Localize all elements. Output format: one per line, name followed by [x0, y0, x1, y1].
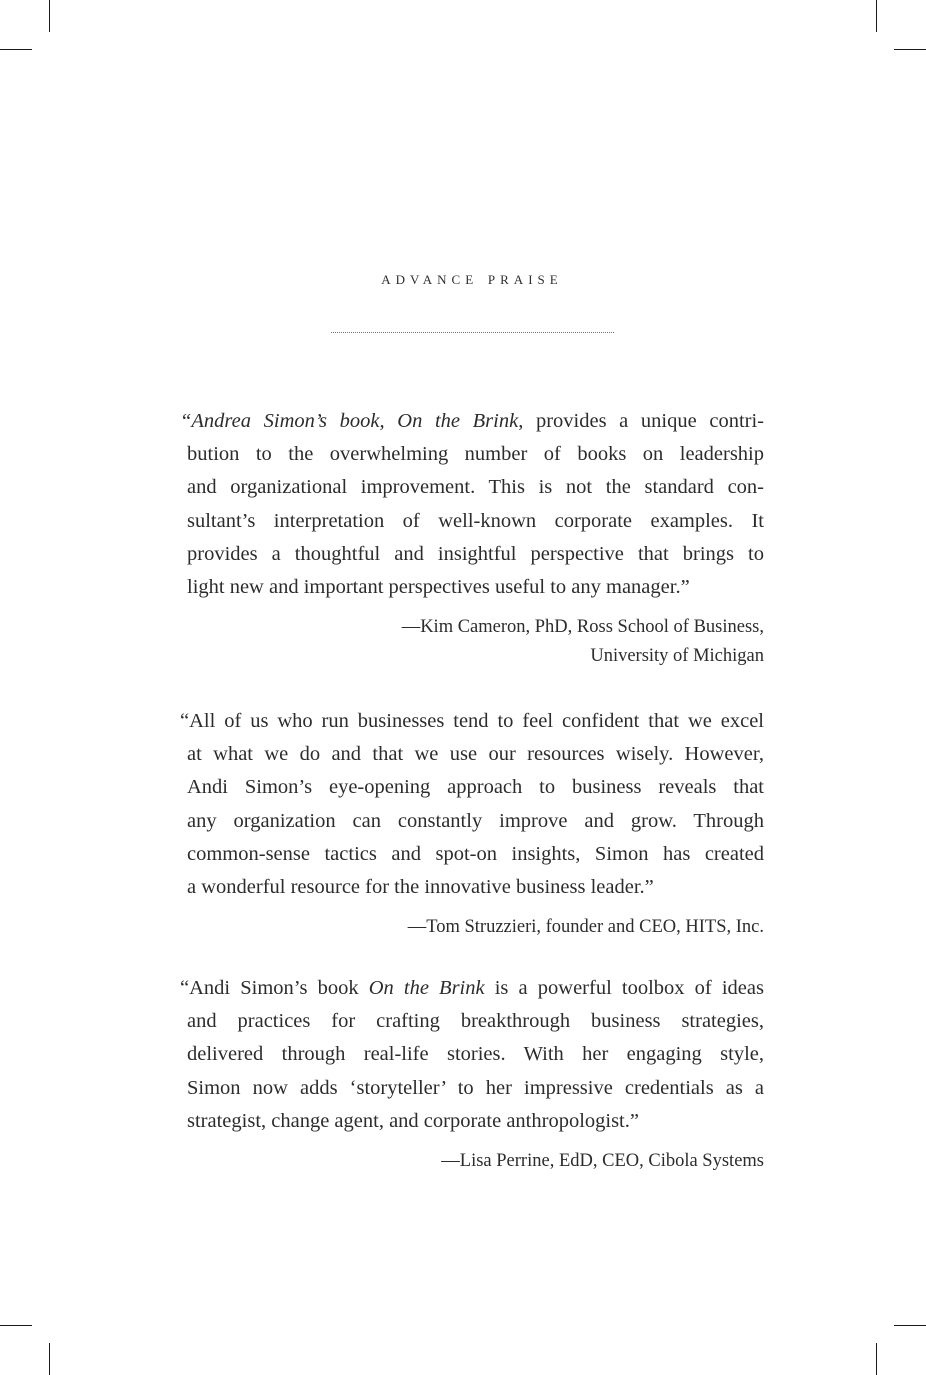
quote-line: bution to the overwhelming number of books on leadership [187, 443, 764, 466]
quote-line: “Andrea Simon’s book, On the Brink, provides a unique contri- [180, 410, 764, 432]
quote-line: sultant’s interpretation of well-known corporate examples. It [187, 509, 764, 532]
crop-mark-bottom-left-horizontal [0, 1325, 32, 1326]
quote-line: Andi Simon’s eye-opening approach to business reveals that [187, 776, 764, 799]
crop-mark-bottom-right-horizontal [894, 1325, 926, 1326]
praise-attribution-1 [402, 613, 764, 671]
quote-line: provides a thoughtful and insightful perspective that brings to [187, 542, 764, 565]
quote-line: common-sense tactics and spot-on insights, Simon has created [187, 842, 764, 865]
praise-quote-1 [180, 405, 764, 604]
attribution-line: —Lisa Perrine, EdD, CEO, Cibola Systems [441, 1151, 764, 1171]
quote-line: Simon now adds ‘storyteller’ to her impressive credentials as a [187, 1076, 764, 1099]
praise-quote-3 [180, 972, 764, 1138]
crop-mark-bottom-right-vertical [876, 1343, 877, 1375]
attribution-line: —Kim Cameron, PhD, Ross School of Business, [401, 617, 764, 637]
praise-attribution-2 [408, 913, 764, 942]
crop-mark-top-right-vertical [876, 0, 877, 32]
quote-line: “Andi Simon’s book On the Brink is a powerful toolbox of ideas [180, 977, 764, 999]
praise-quote-2 [180, 705, 764, 904]
quote-line: and organizational improvement. This is not the standard con- [187, 476, 764, 499]
praise-attribution-3 [441, 1147, 764, 1176]
crop-mark-top-right-horizontal [894, 49, 926, 50]
attribution-line: —Tom Struzzieri, founder and CEO, HITS, Inc. [407, 917, 764, 937]
quote-line: and practices for crafting breakthrough business strategies, [187, 1010, 764, 1033]
crop-mark-top-left-horizontal [0, 49, 32, 50]
quote-line: at what we do and that we use our resources wisely. However, [187, 743, 764, 766]
quote-line: “All of us who run businesses tend to feel confident that we excel [180, 710, 764, 732]
quote-line: a wonderful resource for the innovative business leader.” [187, 876, 654, 899]
quote-line: any organization can constantly improve and grow. Through [187, 809, 764, 832]
crop-mark-top-left-vertical [49, 0, 50, 32]
page-heading: advance praise [381, 268, 563, 289]
crop-mark-bottom-left-vertical [49, 1343, 50, 1375]
heading-divider [331, 332, 614, 333]
quote-line: light new and important perspectives useful to any manager.” [187, 576, 690, 599]
attribution-line: University of Michigan [590, 646, 764, 666]
quote-line: delivered through real-life stories. With her engaging style, [187, 1043, 764, 1066]
quote-line: strategist, change agent, and corporate anthropologist.” [187, 1109, 639, 1132]
